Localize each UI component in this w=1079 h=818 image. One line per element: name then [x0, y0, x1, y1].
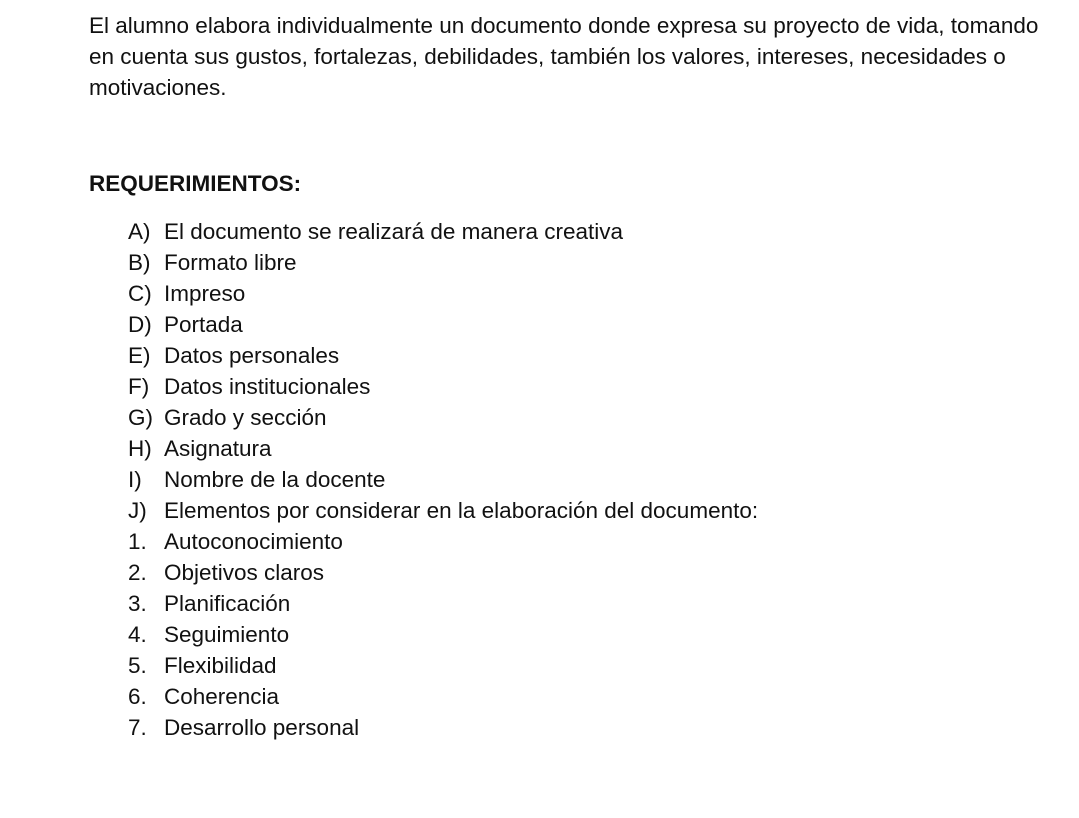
list-item-text: Desarrollo personal — [164, 715, 360, 740]
list-item — [128, 495, 758, 526]
list-item-text: Datos personales — [164, 343, 340, 368]
list-item-text: Elementos por considerar en la elaboración del documento: — [164, 498, 759, 523]
list-item-text: Formato libre — [164, 250, 297, 275]
list-item — [128, 371, 758, 402]
list-item-text: Grado y sección — [164, 405, 327, 430]
list-marker: G) — [128, 405, 153, 430]
list-item-text: Portada — [164, 312, 243, 337]
list-item-text: Asignatura — [164, 436, 272, 461]
list-item-text: Planificación — [164, 591, 291, 616]
list-marker: H) — [128, 436, 152, 461]
list-marker: 7. — [128, 715, 147, 740]
list-item — [128, 309, 758, 340]
list-item — [128, 464, 758, 495]
list-item — [128, 526, 758, 557]
list-item — [128, 712, 758, 743]
list-item — [128, 402, 758, 433]
list-item — [128, 247, 758, 278]
list-item-text: Impreso — [164, 281, 246, 306]
list-marker: I) — [128, 467, 142, 492]
list-item-text: Flexibilidad — [164, 653, 277, 678]
list-item — [128, 557, 758, 588]
list-item — [128, 650, 758, 681]
requirements-list — [128, 216, 758, 743]
list-item — [128, 681, 758, 712]
list-item — [128, 216, 758, 247]
list-marker: 3. — [128, 591, 147, 616]
list-marker: A) — [128, 219, 151, 244]
list-item-text: Objetivos claros — [164, 560, 325, 585]
list-marker: 1. — [128, 529, 147, 554]
intro-paragraph: El alumno elabora individualmente un documento donde expresa su proyecto de vida, tomando en cuenta sus gustos, fortalezas, debilidades, también los valores, intereses, necesidades o motivaciones. — [89, 13, 1039, 100]
list-marker: F) — [128, 374, 150, 399]
list-item — [128, 619, 758, 650]
list-item — [128, 340, 758, 371]
list-marker: E) — [128, 343, 151, 368]
list-marker: 4. — [128, 622, 147, 647]
list-item-text: Coherencia — [164, 684, 280, 709]
list-marker: J) — [128, 498, 147, 523]
list-marker: B) — [128, 250, 151, 275]
list-item — [128, 278, 758, 309]
list-item — [128, 433, 758, 464]
list-marker: 5. — [128, 653, 147, 678]
list-marker: 6. — [128, 684, 147, 709]
list-item-text: Nombre de la docente — [164, 467, 386, 492]
list-item — [128, 588, 758, 619]
list-item-text: Seguimiento — [164, 622, 290, 647]
list-marker: 2. — [128, 560, 147, 585]
list-item-text: Autoconocimiento — [164, 529, 343, 554]
requirements-heading: REQUERIMIENTOS: — [89, 171, 302, 196]
list-marker: D) — [128, 312, 152, 337]
list-item-text: El documento se realizará de manera creativa — [164, 219, 623, 244]
list-marker: C) — [128, 281, 152, 306]
list-item-text: Datos institucionales — [164, 374, 371, 399]
